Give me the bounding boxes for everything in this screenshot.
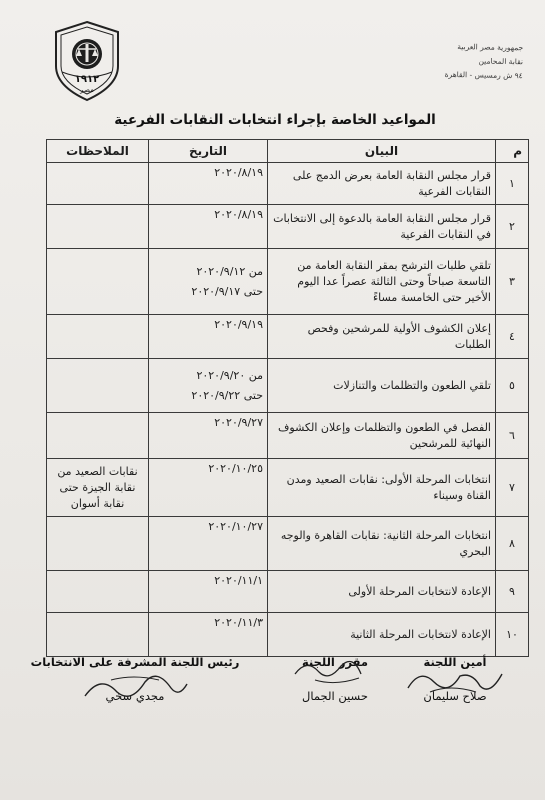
letterhead-country: جمهورية مصر العربية bbox=[457, 42, 524, 53]
row-num: ٥ bbox=[496, 359, 529, 413]
row-notes bbox=[47, 163, 149, 205]
row-statement: انتخابات المرحلة الأولى: نقابات الصعيد ومدن القناة وسيناء bbox=[268, 459, 496, 517]
table-row bbox=[47, 571, 529, 613]
header-date: التاريخ bbox=[149, 140, 268, 163]
row-statement: الإعادة لانتخابات المرحلة الأولى bbox=[268, 571, 496, 613]
date-line: ٢٠٢٠/١١/٣ bbox=[214, 616, 263, 629]
row-statement: انتخابات المرحلة الثانية: نقابات القاهرة والوجه البحري bbox=[268, 517, 496, 571]
date-line-from: من ٢٠٢٠/٩/١٢ bbox=[196, 264, 263, 278]
table-row bbox=[47, 613, 529, 657]
table-row bbox=[47, 249, 529, 315]
date-line: ٢٠٢٠/٩/٢٧ bbox=[214, 416, 263, 429]
header-notes: الملاحظات bbox=[47, 140, 149, 163]
handwritten-signature bbox=[275, 656, 395, 696]
signature-secretary bbox=[400, 654, 510, 704]
letterhead bbox=[383, 39, 524, 83]
date-line-from: من ٢٠٢٠/٩/٢٠ bbox=[196, 368, 263, 382]
signature-role: مقرر اللجنة bbox=[301, 655, 369, 669]
signature-role: رئيس اللجنة المشرفة على الانتخابات bbox=[30, 655, 240, 669]
handwritten-signature bbox=[400, 662, 510, 702]
row-statement: قرار مجلس النقابة العامة بعرض الدمج على النقابات الفرعية bbox=[268, 163, 496, 205]
document-title: المواعيد الخاصة بإجراء انتخابات النقابات الفرعية bbox=[114, 112, 436, 128]
table-row bbox=[47, 517, 529, 571]
table-row bbox=[47, 359, 529, 413]
signature-name: مجدي سخي bbox=[105, 689, 165, 703]
row-date bbox=[149, 205, 268, 249]
table-row bbox=[47, 459, 529, 517]
row-date bbox=[149, 249, 268, 315]
row-date bbox=[149, 359, 268, 413]
date-line: ٢٠٢٠/٨/١٩ bbox=[214, 208, 263, 221]
signature-chairman bbox=[30, 654, 240, 704]
row-notes: نقابات الصعيد من نقابة الجيزة حتى نقابة أسوان bbox=[47, 459, 149, 517]
row-date bbox=[149, 459, 268, 517]
date-line: ٢٠٢٠/٩/١٩ bbox=[214, 318, 263, 331]
date-line: ٢٠٢٠/٨/١٩ bbox=[214, 166, 263, 179]
table-row bbox=[47, 413, 529, 459]
letterhead-organization: نقابة المحامين bbox=[478, 56, 524, 67]
row-date bbox=[149, 613, 268, 657]
row-num: ٩ bbox=[496, 571, 529, 613]
date-line-to: حتى ٢٠٢٠/٩/١٧ bbox=[191, 284, 263, 298]
row-date bbox=[149, 571, 268, 613]
signature-rapporteur bbox=[275, 654, 395, 704]
row-statement: تلقي طلبات الترشح بمقر النقابة العامة من التاسعة صباحاً وحتى الثالثة عصراً عدا اليوم الأخير حتى الخامسة مساءً bbox=[268, 249, 496, 315]
row-notes bbox=[47, 359, 149, 413]
letterhead-address: ٩٤ ش رمسيس - القاهرة bbox=[444, 69, 523, 81]
row-num: ٨ bbox=[496, 517, 529, 571]
row-notes bbox=[47, 413, 149, 459]
row-num: ١ bbox=[496, 163, 529, 205]
table-row bbox=[47, 315, 529, 359]
header-num: م bbox=[496, 140, 529, 163]
row-notes bbox=[47, 205, 149, 249]
handwritten-signature bbox=[75, 666, 195, 706]
table-row bbox=[47, 205, 529, 249]
row-num: ٢ bbox=[496, 205, 529, 249]
row-date bbox=[149, 517, 268, 571]
date-line: ٢٠٢٠/١١/١ bbox=[214, 574, 263, 587]
signature-name: حسين الجمال bbox=[302, 689, 368, 703]
row-date bbox=[149, 163, 268, 205]
signature-role: أمين اللجنة bbox=[423, 655, 487, 669]
header-statement: البيان bbox=[268, 140, 496, 163]
row-statement: إعلان الكشوف الأولية للمرشحين وفحص الطلبات bbox=[268, 315, 496, 359]
row-date bbox=[149, 315, 268, 359]
emblem-year: ١٩١٢ bbox=[74, 74, 100, 85]
date-line-to: حتى ٢٠٢٠/٩/٢٢ bbox=[191, 388, 263, 402]
row-num: ٤ bbox=[496, 315, 529, 359]
row-num: ٣ bbox=[496, 249, 529, 315]
row-statement: الفصل في الطعون والتظلمات وإعلان الكشوف النهائية للمرشحين bbox=[268, 413, 496, 459]
row-notes bbox=[47, 613, 149, 657]
date-line: ٢٠٢٠/١٠/٢٥ bbox=[208, 462, 263, 475]
row-statement: الإعادة لانتخابات المرحلة الثانية bbox=[268, 613, 496, 657]
row-date bbox=[149, 413, 268, 459]
row-notes bbox=[47, 315, 149, 359]
row-notes bbox=[47, 249, 149, 315]
emblem-place: مصر bbox=[80, 86, 94, 94]
row-notes bbox=[47, 517, 149, 571]
row-statement: تلقي الطعون والتظلمات والتنازلات bbox=[268, 359, 496, 413]
signature-name: صلاح سليمان bbox=[423, 689, 487, 703]
row-num: ٦ bbox=[496, 413, 529, 459]
row-notes bbox=[47, 571, 149, 613]
bar-association-emblem bbox=[48, 20, 126, 104]
table-row bbox=[47, 163, 529, 205]
date-line: ٢٠٢٠/١٠/٢٧ bbox=[208, 520, 263, 533]
row-num: ١٠ bbox=[496, 613, 529, 657]
table-header-row bbox=[47, 140, 529, 163]
row-statement: قرار مجلس النقابة العامة بالدعوة إلى الانتخابات في النقابات الفرعية bbox=[268, 205, 496, 249]
schedule-table bbox=[46, 139, 529, 657]
row-num: ٧ bbox=[496, 459, 529, 517]
